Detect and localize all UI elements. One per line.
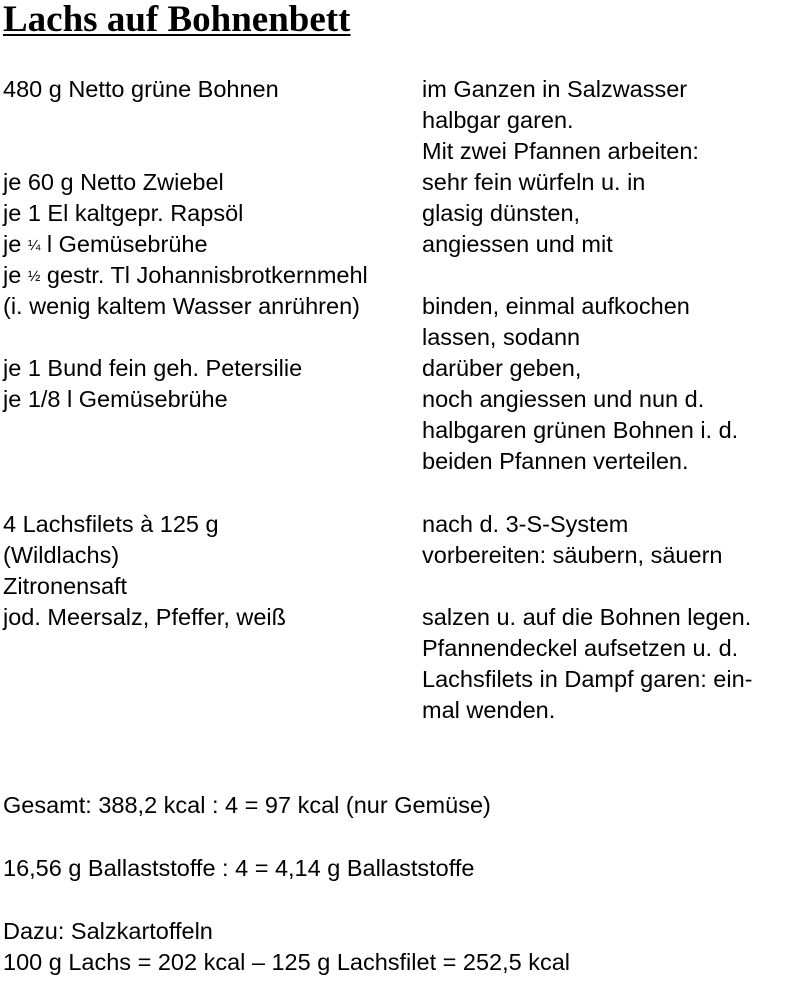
salmon-calories: 100 g Lachs = 202 kcal – 125 g Lachsfilet = 252,5 kcal — [3, 949, 571, 975]
instruction-line: angiessen und mit — [422, 231, 613, 257]
ingredient-line: (Wildlachs) — [3, 542, 120, 568]
instruction-line: binden, einmal aufkochen — [422, 293, 690, 319]
ingredient-line: je 1 Bund fein geh. Petersilie — [3, 355, 303, 381]
instruction-line: vorbereiten: säubern, säuern — [422, 542, 723, 568]
instruction-line: Mit zwei Pfannen arbeiten: — [422, 138, 699, 164]
fraction-quarter: ¼ — [27, 237, 41, 254]
ingredient-line: je 60 g Netto Zwiebel — [3, 169, 224, 195]
ingredient-line: je 1 El kaltgepr. Rapsöl — [3, 200, 244, 226]
instruction-line: sehr fein würfeln u. in — [422, 169, 646, 195]
ingredient-line: 480 g Netto grüne Bohnen — [3, 76, 279, 102]
instruction-line: nach d. 3-S-System — [422, 511, 629, 537]
instruction-line: Lachsfilets in Dampf garen: ein- — [422, 666, 753, 692]
ingredient-line: 4 Lachsfilets à 125 g — [3, 511, 219, 537]
instruction-line: mal wenden. — [422, 697, 556, 723]
ingredient-text: je — [3, 262, 28, 288]
instruction-line: im Ganzen in Salzwasser — [422, 76, 688, 102]
side-dish: Dazu: Salzkartoffeln — [3, 918, 213, 944]
fraction-half: ½ — [27, 268, 41, 285]
nutrition-total: Gesamt: 388,2 kcal : 4 = 97 kcal (nur Gemüse) — [3, 792, 491, 818]
instruction-line: Pfannendeckel aufsetzen u. d. — [422, 635, 739, 661]
instruction-line: beiden Pfannen verteilen. — [422, 448, 689, 474]
instruction-line: darüber geben, — [422, 355, 582, 381]
ingredient-line: je 1/8 l Gemüsebrühe — [3, 386, 228, 412]
ingredient-line: (i. wenig kaltem Wasser anrühren) — [3, 293, 360, 319]
ingredient-text: gestr. Tl Johannisbrotkernmehl — [40, 262, 368, 288]
ingredient-line — [3, 229, 208, 261]
instruction-line: lassen, sodann — [422, 324, 581, 350]
instruction-line: halbgaren grünen Bohnen i. d. — [422, 417, 739, 443]
ingredient-line — [3, 260, 368, 292]
fiber-total: 16,56 g Ballaststoffe : 4 = 4,14 g Ballaststoffe — [3, 855, 475, 881]
instruction-line: halbgar garen. — [422, 107, 574, 133]
instruction-line: noch angiessen und nun d. — [422, 386, 705, 412]
ingredient-text: je — [3, 231, 28, 257]
ingredient-line: Zitronensaft — [3, 573, 128, 599]
instruction-line: glasig dünsten, — [422, 200, 581, 226]
ingredient-line: jod. Meersalz, Pfeffer, weiß — [3, 604, 286, 630]
ingredient-text: l Gemüsebrühe — [40, 231, 208, 257]
recipe-title: Lachs auf Bohnenbett — [3, 0, 351, 40]
instruction-line: salzen u. auf die Bohnen legen. — [422, 604, 752, 630]
